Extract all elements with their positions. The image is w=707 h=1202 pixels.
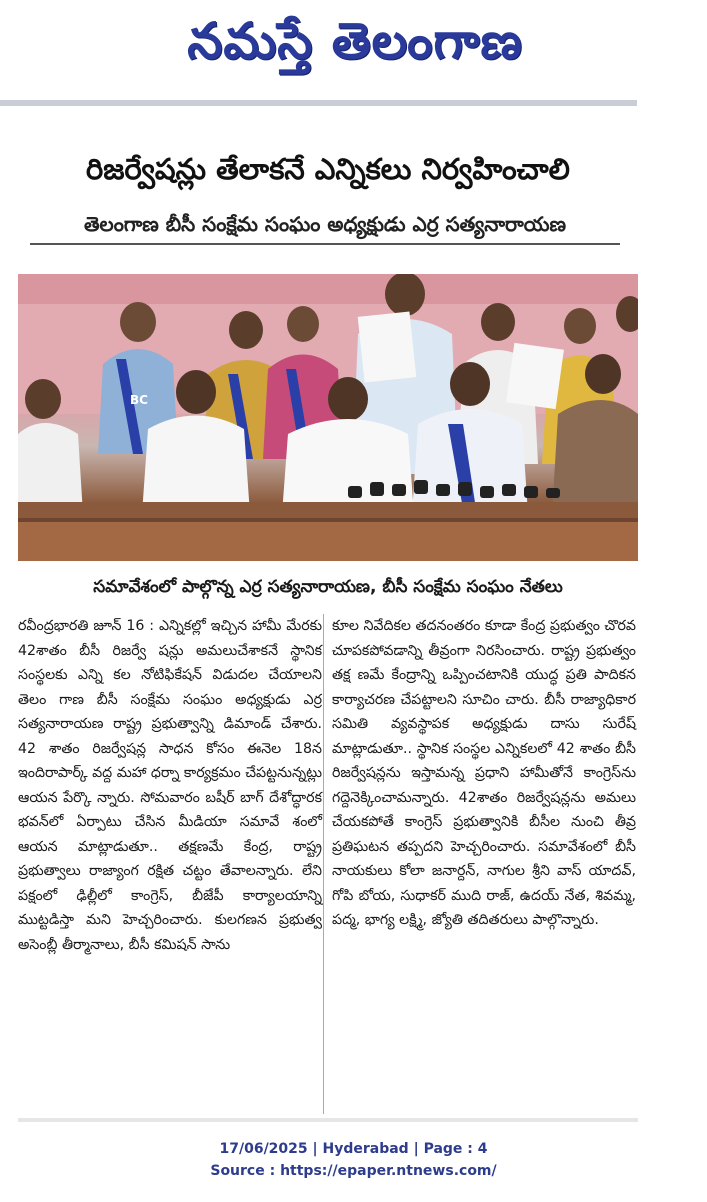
article-subheadline: తెలంగాణ బీసీ సంక్షేమ సంఘం అధ్యక్షుడు ఎర్ర సత్యనారాయణ xyxy=(30,205,620,245)
footer-dateline: 17/06/2025 | Hyderabad | Page : 4 xyxy=(219,1141,488,1157)
article-column-left xyxy=(18,614,322,957)
footer-source[interactable]: Source : https://epaper.ntnews.com/ xyxy=(210,1163,497,1179)
column-divider xyxy=(323,614,324,1114)
bc-banner-text: BC xyxy=(130,393,148,407)
photo-caption: సమావేశంలో పాల్గొన్న ఎర్ర సత్యనారాయణ, బీసీ సంక్షేమ సంఘం నేతలు xyxy=(93,577,563,597)
article-body-right: కూల నివేదికల తదనంతరం కూడా కేంద్ర ప్రభుత్వం చొరవ చూపకపోవడాన్ని తీవ్రంగా నిరసించారు. రాష్ట్ర ప్రభుత్వం తక్ష ణమే కేంద్రాన్ని ఒప్పించటానికి యుద్ధ ప్రతి పాదికన కార్యాచరణ చేపట్టాలని సూచిం చారు. బీసీ రాజ్యాధికార సమితి వ్యవస్థాపక అధ్యక్షుడు దాసు సురేష్ మాట్లాడుతూ.. స్థానిక సంస్థల ఎన్నికలలో 42 శాతం బీసీ రిజర్వేషన్లను ఇస్తామన్న ప్రధాని హామీతోనే కాంగ్రెస్‌ను గద్దెనెక్కించామన్నారు. 42శాతం రిజర్వేషన్లను అమలు చేయకపోతే కాంగ్రెస్ ప్రభుత్వానికి బీసీల నుంచి తీవ్ర ప్రతిఘటన తప్పదని హెచ్చరించారు. సమావేశంలో బీసీ నాయకులు కోలా జనార్దన్, నాగుల శ్రీని వాస్ యాదవ్, గోపి బోయ, సుధాకర్ ముది రాజ్, ఉదయ్ నేత, శివమ్మ, పద్మ, భాగ్య లక్ష్మి, జ్యోతి తదితరులు పాల్గొన్నారు. xyxy=(332,618,636,928)
article-column-right xyxy=(332,614,636,933)
newspaper-logo: నమస్తే తెలంగాణ xyxy=(187,12,523,70)
article-photo xyxy=(18,274,638,561)
page-footer xyxy=(0,1138,707,1182)
press-meet-illustration xyxy=(18,274,638,561)
masthead-divider xyxy=(0,100,637,106)
article-body-left: రవీంద్రభారతి జూన్ 16 : ఎన్నికల్లో ఇచ్చిన హామీ మేరకు 42శాతం బీసీ రిజర్వే షన్లు అమలుచేశాకనే స్థానిక సంస్థలకు ఎన్ని కల నోటిఫికేషన్ విడుదల చేయాలని తెలం గాణ బీసీ సంక్షేమ సంఘం అధ్యక్షుడు ఎర్ర సత్యనారాయణ రాష్ట్ర ప్రభుత్వాన్ని డిమాండ్ చేశారు. 42 శాతం రిజర్వేషన్ల సాధన కోసం ఈనెల 18న ఇందిరాపార్క్ వద్ద మహా ధర్నా కార్యక్రమం చేపట్టనున్నట్లు ఆయన పేర్కొ న్నారు. సోమవారం బషీర్ బాగ్ దేశోద్ధారక భవన్‌లో ఏర్పాటు చేసిన మీడియా సమావే శంలో ఆయన మాట్లాడుతూ.. తక్షణమే కేంద్ర, రాష్ట్ర ప్రభుత్వాలు రాజ్యాంగ రక్షిత చట్టం తేవాలన్నారు. లేని పక్షంలో ఢిల్లీలో కాంగ్రెస్, బీజేపీ కార్యాలయాన్ని ముట్టడిస్తా మని హెచ్చరించారు. కులగణన ప్రభుత్వ అసెంబ్లీ తీర్మానాలు, బీసీ కమిషన్ సాను xyxy=(18,618,322,953)
article-headline: రిజర్వేషన్లు తేలాకనే ఎన్నికలు నిర్వహించాలి xyxy=(86,152,570,186)
masthead xyxy=(0,0,637,100)
article-bottom-rule xyxy=(18,1118,638,1122)
